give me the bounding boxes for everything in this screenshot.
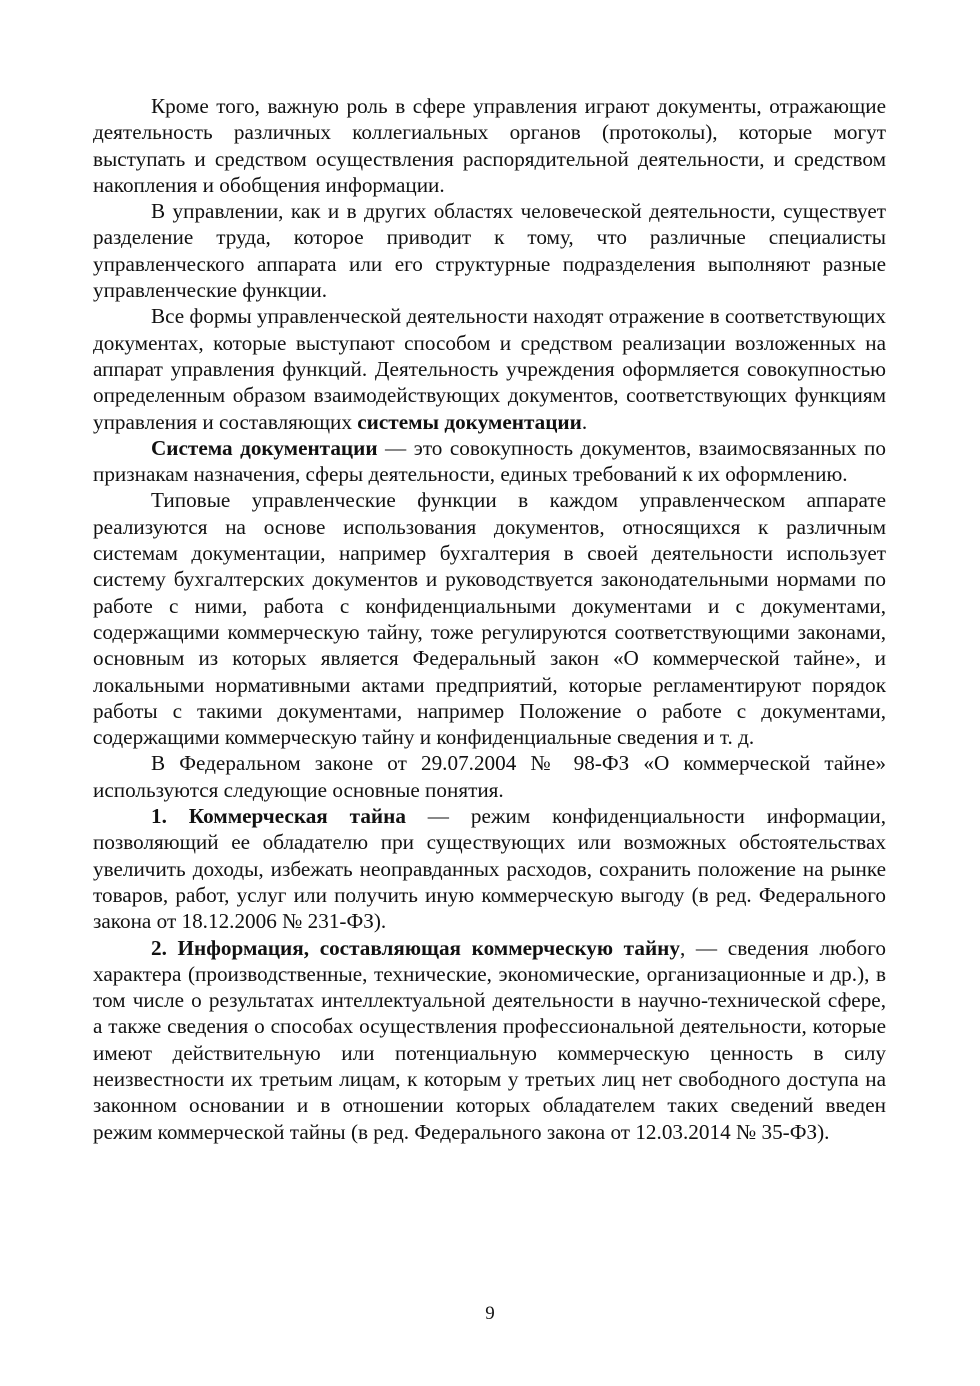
- definition-text: — режим конфиденциальности информации, позволяющий ее обладателю при существующих или возможных обстоятельствах увеличить доходы, избежать неоправданных расходов, сохранить положение на рынке товаров, работ, услуг или получить иную коммерческую выгоду (в ред. Федерального закона от 18.12.2006 № 231-ФЗ).: [93, 804, 887, 934]
- term-documentation-system: Система документации: [151, 435, 378, 460]
- paragraph-forms-of-activity: [93, 303, 886, 434]
- paragraph-division-of-labor: [93, 198, 886, 303]
- paragraph-concept-trade-secret: [93, 803, 886, 934]
- paragraph-definition-documentation-system: [93, 435, 886, 488]
- paragraph-text-end: .: [581, 409, 588, 434]
- paragraph-federal-law: [93, 750, 886, 803]
- paragraph-text: Типовые управленческие функции в каждом управленческом аппарате реализуются на основе использования документов, относящихся к различным системам документации, например бухгалтерия в своей деятельности использует систему бухгалтерских документов и руководствуется законодательными нормами по работе с ними, работа с конфиденциальными документами и с документами, содержащими коммерческую тайну, тоже регулируются соответствующими законами, основным из которых является Федеральный закон «О коммерческой тайне», и локальными нормативными актами предприятий, которые регламентируют порядок работы с такими документами, например Положение о работе с документами, содержащими коммерческую тайну и конфиденциальные сведения и т. д.: [93, 488, 886, 750]
- definition-text: , — сведения любого характера (производственные, технические, экономические, организационные и др.), в том числе о результатах интеллектуальной деятельности в научно-технической сфере, а также сведения о способах осуществления профессиональной деятельности, которые имеют действительную или потенциальную коммерческую ценность в силу неизвестности их третьим лицам, к которым у третьих лиц нет свободного доступа на законном основании и в отношении которых обладателем таких сведений введен режим коммерческой тайны (в ред. Федерального закона от 12.03.2014 № 35-ФЗ).: [93, 935, 887, 1144]
- paragraph-management-documents: [93, 93, 886, 198]
- definition-text: — это совокупность документов, взаимосвязанных по признакам назначения, сферы деятельности, единых требований к их оформлению.: [93, 435, 886, 487]
- term-trade-secret: 1. Коммерческая тайна: [151, 804, 406, 829]
- paragraph-text: Кроме того, важную роль в сфере управления играют документы, отражающие деятельность различных коллегиальных органов (протоколы), которые могут выступать и средством осуществления распорядительной деятельности, и средством накопления и обобщения информации.: [93, 94, 886, 197]
- term-documentation-systems: системы документации: [357, 409, 582, 434]
- page-body: [93, 93, 886, 1145]
- page-number: 9: [485, 1303, 495, 1324]
- term-secret-information: 2. Информация, составляющая коммерческую тайну: [151, 935, 680, 960]
- paragraph-concept-secret-information: [93, 935, 886, 1145]
- paragraph-text: В Федеральном законе от 29.07.2004 № 98-ФЗ «О коммерческой тайне» используются следующие основные понятия.: [93, 751, 886, 802]
- paragraph-typical-functions: [93, 487, 886, 750]
- paragraph-text: В управлении, как и в других областях человеческой деятельности, существует разделение труда, которое приводит к тому, что различные специалисты управленческого аппарата или его структурные подразделения выполняют разные управленческие функции.: [93, 199, 886, 303]
- paragraph-text: Все формы управленческой деятельности находят отражение в соответствующих документах, которые выступают способом и средством реализации возложенных на аппарат управления функций. Деятельность учреждения оформляется совокупностью определенным образом взаимодействующих документов, соответствующих функциям управления и составляющих: [93, 304, 886, 434]
